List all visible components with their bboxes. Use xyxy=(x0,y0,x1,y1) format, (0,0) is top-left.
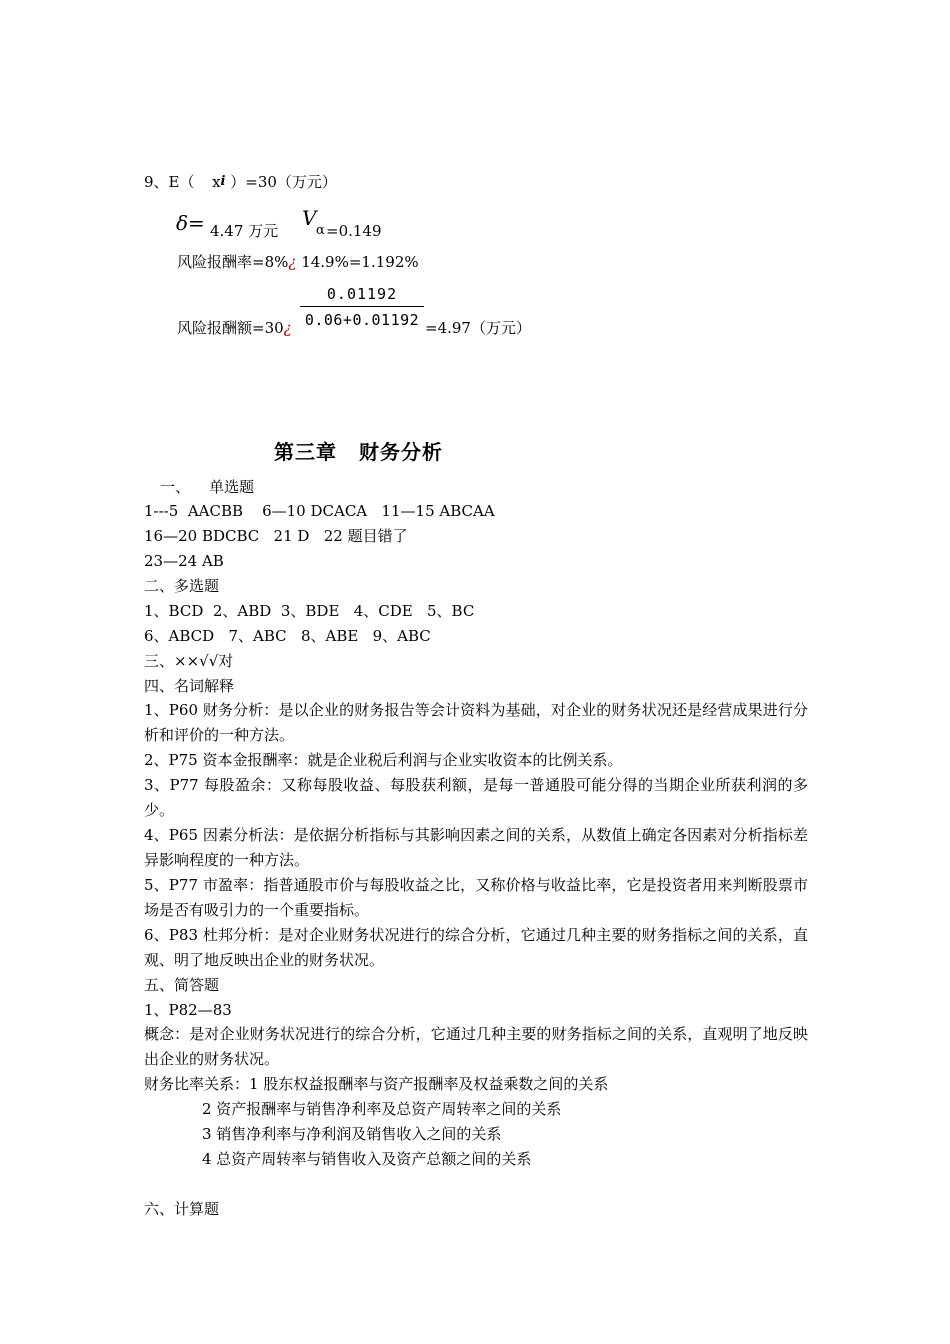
chapter-number: 第三章 xyxy=(274,440,337,464)
relations-line-1 xyxy=(144,1075,608,1094)
true-false-heading: 三、××√√对 xyxy=(144,652,234,670)
delta-text: δ= xyxy=(176,211,205,235)
var-x: x xyxy=(212,173,221,191)
risk-amount-fraction xyxy=(300,282,424,331)
risk-rate-line xyxy=(177,253,419,272)
single-choice-line-2: 16—20 BDCBC 21 D 22 题目错了 xyxy=(144,527,408,545)
multi-choice-heading: 二、多选题 xyxy=(144,577,220,595)
term-item-1: 1、P60 财务分析：是以企业的财务报告等会计资料为基础，对企业的财务状况还是经营成果进行分析和评价的一种方法。 xyxy=(144,701,808,744)
single-choice-line-1: 1---5 AACBB 6—10 DCACA 11—15 ABCAA xyxy=(144,502,495,520)
multi-choice-line-1: 1、BCD 2、ABD 3、BDE 4、CDE 5、BC xyxy=(144,602,475,620)
fraction-numerator: 0.01192 xyxy=(326,285,398,303)
risk-rate-op: ¿ xyxy=(288,253,297,271)
fraction-denominator: 0.06+0.01192 xyxy=(304,311,420,329)
v-sub: α xyxy=(316,223,325,238)
var-x-sub: i xyxy=(220,174,226,189)
e-prefix: 9、E（ xyxy=(144,173,195,191)
calculation-heading: 六、计算题 xyxy=(144,1200,220,1218)
term-item-3: 3、P77 每股盈余：又称每股收益、每股获利额，是每一普通股可能分得的当期企业所获利润的多少。 xyxy=(144,776,808,819)
term-item-2: 2、P75 资本金报酬率：就是企业税后利润与企业实收资本的比例关系。 xyxy=(144,751,623,769)
v-text: V xyxy=(302,206,317,230)
relations-label: 财务比率关系： xyxy=(144,1075,250,1093)
short-answer-item-1: 1、P82—83 xyxy=(144,1001,232,1019)
relation-1: 1 股东权益报酬率与资产报酬率及权益乘数之间的关系 xyxy=(249,1075,609,1093)
risk-rate-rest: 14.9%=1.192% xyxy=(301,253,419,271)
chapter-name: 财务分析 xyxy=(359,440,443,464)
section9-line1 xyxy=(144,172,337,192)
risk-amount-result: =4.97（万元） xyxy=(425,319,531,337)
term-item-6: 6、P83 杜邦分析：是对企业财务状况进行的综合分析，它通过几种主要的财务指标之间的关系，直观、明了地反映出企业的财务状况。 xyxy=(144,926,808,969)
risk-amount-op: ¿ xyxy=(283,319,292,337)
v-symbol xyxy=(302,206,317,230)
relation-3: 3 销售净利率与净利润及销售收入之间的关系 xyxy=(202,1125,502,1143)
chapter-title xyxy=(274,436,443,465)
delta-symbol xyxy=(176,211,205,235)
v-value: =0.149 xyxy=(326,222,382,240)
delta-value: 4.47 万元 xyxy=(210,222,279,240)
short-answer-concept: 概念：是对企业财务状况进行的综合分析，它通过几种主要的财务指标之间的关系，直观明了地反映出企业的财务状况。 xyxy=(144,1025,808,1068)
risk-amount-label: 风险报酬额=30 xyxy=(177,319,284,337)
risk-rate-label: 风险报酬率=8% xyxy=(177,253,289,271)
terms-heading: 四、名词解释 xyxy=(144,677,235,695)
relation-2: 2 资产报酬率与销售净利率及总资产周转率之间的关系 xyxy=(202,1100,562,1118)
term-item-5: 5、P77 市盈率：指普通股市价与每股收益之比，又称价格与收益比率，它是投资者用来判断股票市场是否有吸引力的一个重要指标。 xyxy=(144,876,808,919)
short-answer-heading: 五、简答题 xyxy=(144,976,220,994)
relation-4: 4 总资产周转率与销售收入及资产总额之间的关系 xyxy=(202,1150,532,1168)
e-suffix: ）=30（万元） xyxy=(230,173,337,191)
single-choice-heading: 一、 单选题 xyxy=(160,478,255,496)
term-item-4: 4、P65 因素分析法：是依据分析指标与其影响因素之间的关系，从数值上确定各因素对分析指标差异影响程度的一种方法。 xyxy=(144,826,808,869)
single-choice-line-3: 23—24 AB xyxy=(144,552,224,570)
risk-amount-label-line xyxy=(177,319,292,338)
multi-choice-line-2: 6、ABCD 7、ABC 8、ABE 9、ABC xyxy=(144,627,431,645)
